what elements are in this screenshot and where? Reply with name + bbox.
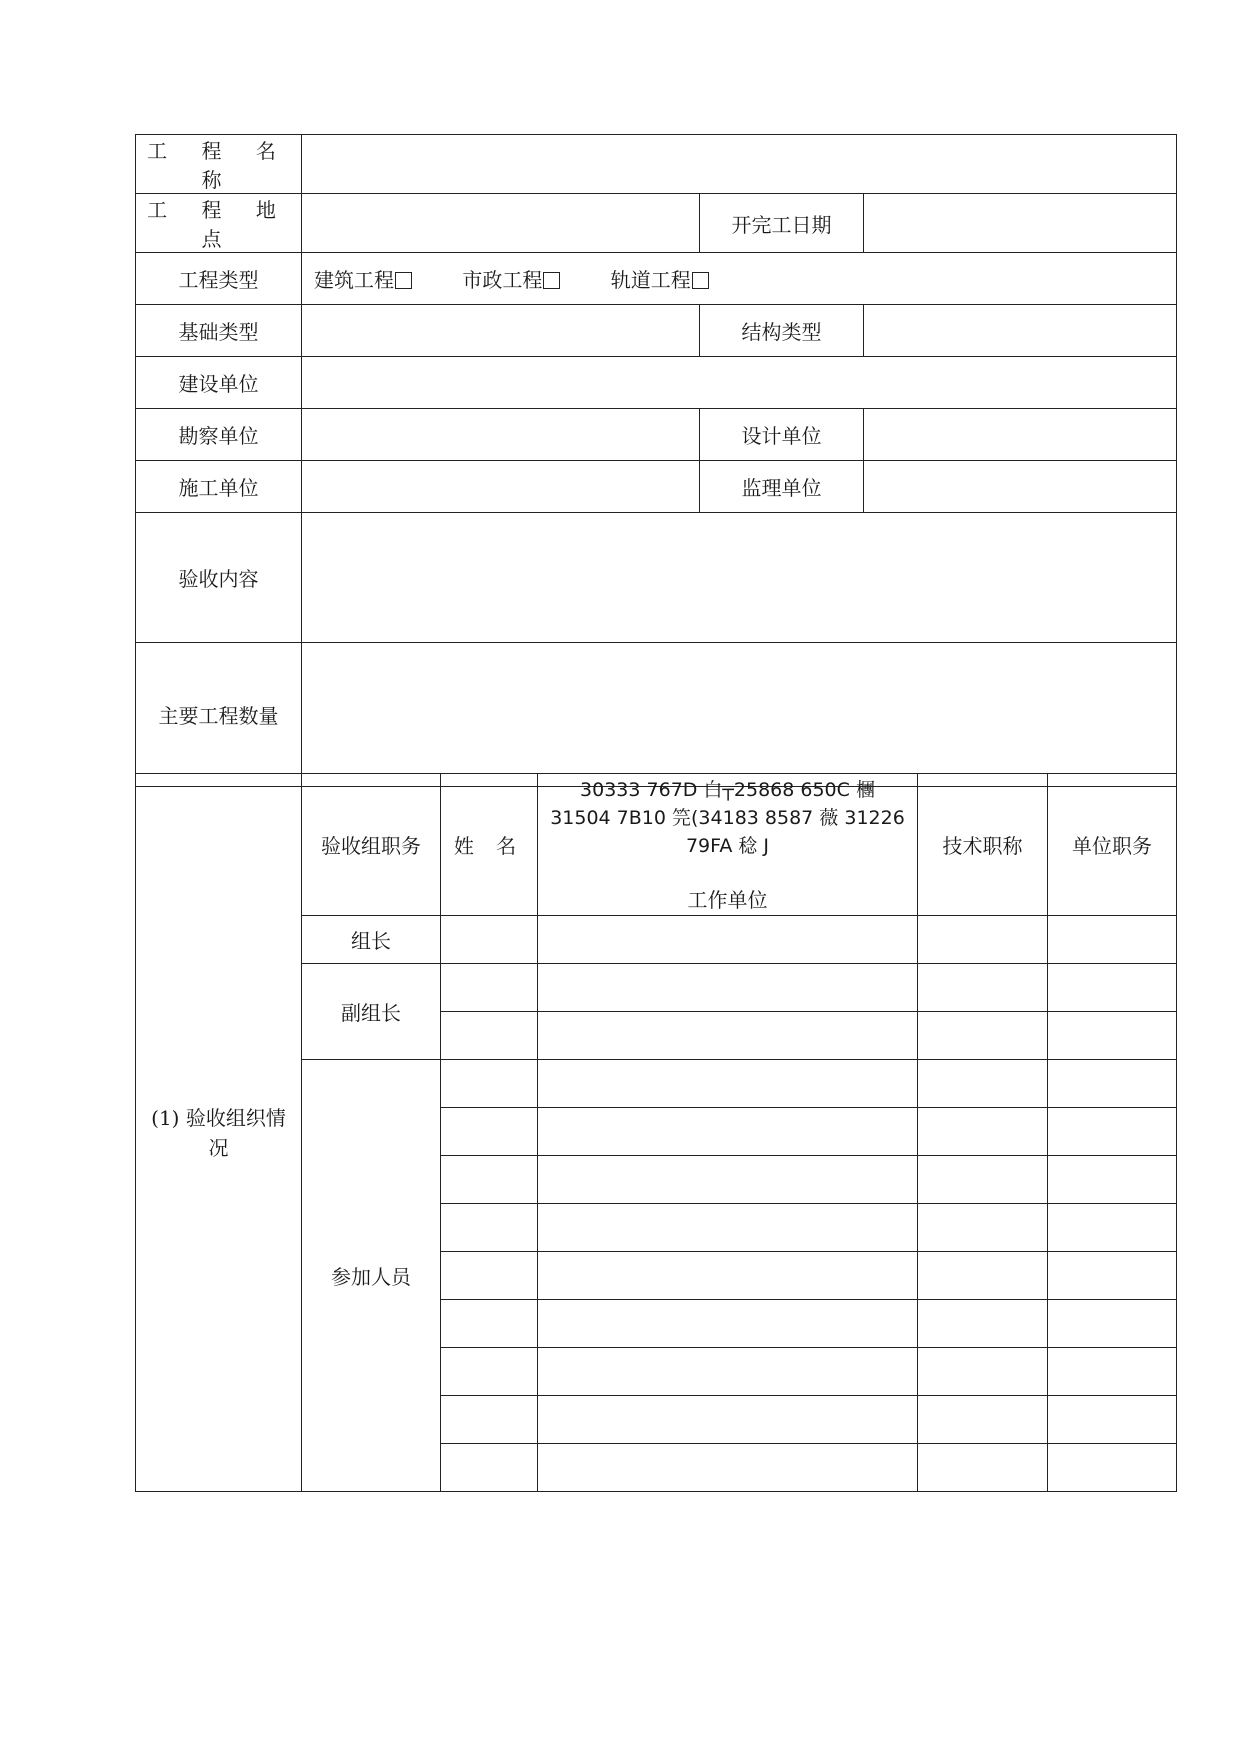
deputy-title-cell[interactable]	[918, 964, 1048, 1012]
member-position-cell[interactable]	[1048, 1300, 1177, 1348]
member-name-cell[interactable]	[441, 1252, 538, 1300]
construction-unit-field[interactable]	[302, 357, 1177, 409]
member-position-cell[interactable]	[1048, 1348, 1177, 1396]
supervision-unit-label: 监理单位	[700, 461, 864, 513]
acceptance-content-field[interactable]	[302, 513, 1177, 643]
member-unit-cell[interactable]	[538, 1396, 918, 1444]
acceptance-organization-table	[135, 773, 1177, 1492]
member-position-cell[interactable]	[1048, 1396, 1177, 1444]
deputy-position-cell[interactable]	[1048, 1012, 1177, 1060]
structure-type-field[interactable]	[864, 305, 1177, 357]
member-name-cell[interactable]	[441, 1348, 538, 1396]
design-unit-label: 设计单位	[700, 409, 864, 461]
start-end-date-field[interactable]	[864, 194, 1177, 253]
member-name-cell[interactable]	[441, 1156, 538, 1204]
member-position-cell[interactable]	[1048, 1156, 1177, 1204]
member-position-cell[interactable]	[1048, 1204, 1177, 1252]
project-type-options	[302, 253, 1177, 305]
project-name-label: 工 程 名 称	[136, 135, 302, 194]
deputy-name-cell[interactable]	[441, 1012, 538, 1060]
role-members: 参加人员	[302, 1060, 441, 1492]
contractor-field[interactable]	[302, 461, 700, 513]
main-quantities-field[interactable]	[302, 643, 1177, 787]
member-position-cell[interactable]	[1048, 1108, 1177, 1156]
member-name-cell[interactable]	[441, 1060, 538, 1108]
deputy-position-cell[interactable]	[1048, 964, 1177, 1012]
member-name-cell[interactable]	[441, 1300, 538, 1348]
member-title-cell[interactable]	[918, 1108, 1048, 1156]
section-label: (1) 验收组织情况	[136, 774, 302, 1492]
role-leader: 组长	[302, 916, 441, 964]
header-work-unit	[538, 774, 918, 916]
leader-title-cell[interactable]	[918, 916, 1048, 964]
member-unit-cell[interactable]	[538, 1156, 918, 1204]
project-info-table	[135, 134, 1177, 787]
role-deputy: 副组长	[302, 964, 441, 1060]
checkbox-rail[interactable]	[692, 272, 709, 289]
leader-unit-cell[interactable]	[538, 916, 918, 964]
survey-unit-field[interactable]	[302, 409, 700, 461]
header-garbled-line-3: 79FA 稔 J	[685, 834, 770, 857]
deputy-unit-cell[interactable]	[538, 1012, 918, 1060]
acceptance-content-label: 验收内容	[136, 513, 302, 643]
member-unit-cell[interactable]	[538, 1204, 918, 1252]
leader-name-cell[interactable]	[441, 916, 538, 964]
design-unit-field[interactable]	[864, 409, 1177, 461]
member-unit-cell[interactable]	[538, 1252, 918, 1300]
option-municipal[interactable]: 市政工程	[462, 268, 560, 292]
deputy-name-cell[interactable]	[441, 964, 538, 1012]
foundation-type-field[interactable]	[302, 305, 700, 357]
header-work-unit-label: 工作单位	[687, 887, 768, 912]
member-name-cell[interactable]	[441, 1108, 538, 1156]
member-name-cell[interactable]	[441, 1204, 538, 1252]
header-position: 单位职务	[1048, 774, 1177, 916]
member-title-cell[interactable]	[918, 1396, 1048, 1444]
member-unit-cell[interactable]	[538, 1060, 918, 1108]
structure-type-label: 结构类型	[700, 305, 864, 357]
supervision-unit-field[interactable]	[864, 461, 1177, 513]
member-title-cell[interactable]	[918, 1060, 1048, 1108]
member-unit-cell[interactable]	[538, 1348, 918, 1396]
deputy-title-cell[interactable]	[918, 1012, 1048, 1060]
construction-unit-label: 建设单位	[136, 357, 302, 409]
member-unit-cell[interactable]	[538, 1444, 918, 1492]
member-title-cell[interactable]	[918, 1444, 1048, 1492]
header-garbled-line-2: 31504 7B10 笎(34183 8587 薇 31226	[550, 806, 905, 829]
checkbox-building[interactable]	[395, 272, 412, 289]
foundation-type-label: 基础类型	[136, 305, 302, 357]
header-role: 验收组职务	[302, 774, 441, 916]
main-quantities-label: 主要工程数量	[136, 643, 302, 787]
option-building[interactable]: 建筑工程	[314, 268, 412, 292]
member-unit-cell[interactable]	[538, 1300, 918, 1348]
member-unit-cell[interactable]	[538, 1108, 918, 1156]
start-end-date-label: 开完工日期	[700, 194, 864, 253]
member-title-cell[interactable]	[918, 1300, 1048, 1348]
contractor-label: 施工单位	[136, 461, 302, 513]
option-rail[interactable]: 轨道工程	[611, 268, 709, 292]
member-position-cell[interactable]	[1048, 1060, 1177, 1108]
member-position-cell[interactable]	[1048, 1252, 1177, 1300]
member-title-cell[interactable]	[918, 1204, 1048, 1252]
checkbox-municipal[interactable]	[543, 272, 560, 289]
header-garbled-line-1: 30333 767D 白┬25868 650C 檲	[580, 778, 875, 801]
leader-position-cell[interactable]	[1048, 916, 1177, 964]
member-title-cell[interactable]	[918, 1348, 1048, 1396]
project-type-label: 工程类型	[136, 253, 302, 305]
project-name-field[interactable]	[302, 135, 1177, 194]
member-name-cell[interactable]	[441, 1444, 538, 1492]
project-location-field[interactable]	[302, 194, 700, 253]
member-title-cell[interactable]	[918, 1252, 1048, 1300]
survey-unit-label: 勘察单位	[136, 409, 302, 461]
header-name: 姓 名	[441, 774, 538, 916]
header-title: 技术职称	[918, 774, 1048, 916]
member-title-cell[interactable]	[918, 1156, 1048, 1204]
member-name-cell[interactable]	[441, 1396, 538, 1444]
member-position-cell[interactable]	[1048, 1444, 1177, 1492]
project-location-label: 工 程 地 点	[136, 194, 302, 253]
deputy-unit-cell[interactable]	[538, 964, 918, 1012]
